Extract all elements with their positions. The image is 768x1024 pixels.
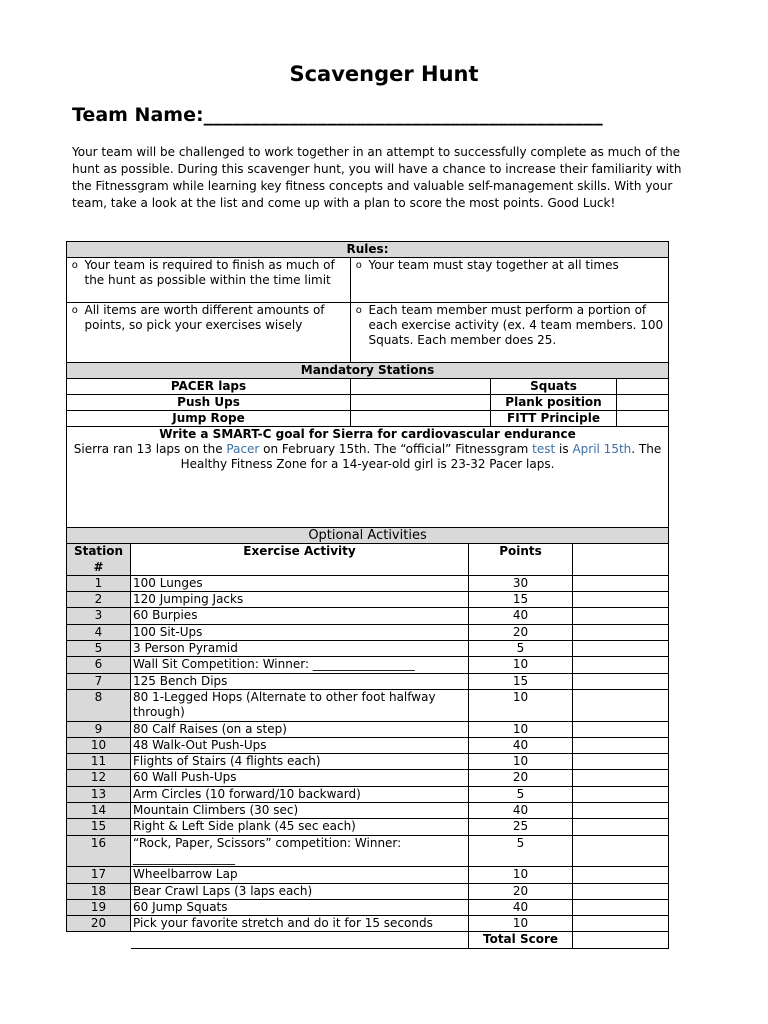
station-number: 8 [67,689,131,721]
score-cell [573,899,669,915]
points-value: 20 [469,770,573,786]
exercise-activity: 60 Jump Squats [131,899,469,915]
exercise-activity: 100 Lunges [131,575,469,591]
points-value: 5 [469,786,573,802]
smart-text: is [555,442,573,456]
table-row [67,673,669,689]
intro-paragraph: Your team will be challenged to work together in an attempt to successfully complete as much of the hunt as possible. During this scavenger hunt, you will have a chance to increase their familiarity with the Fitnessgram while learning key fitness concepts and valuable self-management skills. With your team, take a look at the list and come up with a plan to score the most points. Good Luck! [72,145,682,210]
score-cell [573,673,669,689]
table-row [67,737,669,753]
exercise-activity: Right & Left Side plank (45 sec each) [131,819,469,835]
station-number: 5 [67,641,131,657]
table-row [67,786,669,802]
station-number: 9 [67,721,131,737]
score-cell [573,689,669,721]
score-cell [573,721,669,737]
optional-activities-table [66,527,669,949]
table-row [67,867,669,883]
team-name-label: Team Name: [72,104,204,126]
smart-text: . The Healthy Fitness Zone for a 14-year-old girl is 23-32 Pacer laps. [180,442,662,471]
exercise-activity: 48 Walk-Out Push-Ups [131,737,469,753]
station-plank: Plank position [491,395,617,411]
station-number: 12 [67,770,131,786]
table-row [67,899,669,915]
station-number: 20 [67,916,131,932]
total-spacer [131,932,469,948]
station-number: 1 [67,575,131,591]
bullet-icon: o [351,258,367,303]
mandatory-header: Mandatory Stations [67,363,669,379]
exercise-activity: “Rock, Paper, Scissors” competition: Winner: _________________ [131,835,469,867]
station-number: 16 [67,835,131,867]
exercise-activity: 100 Sit-Ups [131,624,469,640]
total-score-value [573,932,669,948]
points-value: 10 [469,657,573,673]
points-value: 20 [469,624,573,640]
points-value: 5 [469,641,573,657]
rule-4: Each team member must perform a portion of each exercise activity (ex. 4 team members. 100 Squats. Each member does 25. [367,303,669,363]
station-check [617,379,669,395]
station-check [351,411,491,427]
exercise-activity: Wall Sit Competition: Winner: _________________ [131,657,469,673]
score-cell [573,754,669,770]
exercise-activity: Wheelbarrow Lap [131,867,469,883]
score-cell [573,737,669,753]
score-cell [573,641,669,657]
table-row [67,835,669,867]
optional-header: Optional Activities [67,528,669,544]
station-check [351,395,491,411]
score-cell [573,867,669,883]
station-number: 19 [67,899,131,915]
team-name-blank: __________________________________________ [203,104,603,126]
smart-text: on February 15th. The “official” Fitnessgram [259,442,533,456]
table-row [67,721,669,737]
station-number: 10 [67,737,131,753]
station-number: 6 [67,657,131,673]
table-row [67,883,669,899]
points-value: 10 [469,754,573,770]
table-row [67,592,669,608]
station-number: 14 [67,803,131,819]
score-cell [573,916,669,932]
table-row [67,803,669,819]
score-cell [573,657,669,673]
station-number: 3 [67,608,131,624]
station-number: 7 [67,673,131,689]
points-value: 15 [469,673,573,689]
score-cell [573,770,669,786]
exercise-activity: 80 1-Legged Hops (Alternate to other foot halfway through) [131,689,469,721]
station-check [617,395,669,411]
pacer-link[interactable]: Pacer [226,442,260,456]
smart-goal-text [69,442,666,472]
rule-3: All items are worth different amounts of points, so pick your exercises wisely [83,303,351,363]
station-number: 15 [67,819,131,835]
column-station: Station # [67,544,131,576]
bullet-icon: o [67,258,83,303]
total-spacer [67,932,131,948]
station-pushups: Push Ups [67,395,351,411]
points-value: 25 [469,819,573,835]
score-cell [573,608,669,624]
exercise-activity: 120 Jumping Jacks [131,592,469,608]
column-activity: Exercise Activity [131,544,469,576]
exercise-activity: 3 Person Pyramid [131,641,469,657]
table-row [67,575,669,591]
points-value: 10 [469,867,573,883]
station-number: 11 [67,754,131,770]
points-value: 20 [469,883,573,899]
column-score [573,544,669,576]
smart-goal-header: Write a SMART-C goal for Sierra for cardiovascular endurance [159,427,576,441]
table-row [67,916,669,932]
bullet-icon: o [67,303,83,363]
score-cell [573,803,669,819]
total-score-label: Total Score [469,932,573,948]
exercise-activity: 60 Burpies [131,608,469,624]
test-link[interactable]: test [532,442,556,456]
score-cell [573,624,669,640]
table-row [67,770,669,786]
exercise-activity: Bear Crawl Laps (3 laps each) [131,883,469,899]
rule-2: Your team must stay together at all times [367,258,669,303]
station-fitt: FITT Principle [491,411,617,427]
score-cell [573,592,669,608]
points-value: 40 [469,608,573,624]
station-number: 18 [67,883,131,899]
column-points: Points [469,544,573,576]
station-number: 13 [67,786,131,802]
station-jump-rope: Jump Rope [67,411,351,427]
exercise-activity: Flights of Stairs (4 flights each) [131,754,469,770]
station-number: 4 [67,624,131,640]
rules-header: Rules: [67,242,669,258]
table-row [67,657,669,673]
station-number: 2 [67,592,131,608]
exercise-activity: Arm Circles (10 forward/10 backward) [131,786,469,802]
page-title: Scavenger Hunt [289,62,479,86]
points-value: 10 [469,689,573,721]
points-value: 40 [469,803,573,819]
table-row [67,689,669,721]
bullet-icon: o [351,303,367,363]
score-cell [573,786,669,802]
smart-goal-box [67,427,669,529]
points-value: 10 [469,721,573,737]
exercise-activity: Pick your favorite stretch and do it for 15 seconds [131,916,469,932]
rule-1: Your team is required to finish as much of the hunt as possible within the time limit [83,258,351,303]
table-row [67,819,669,835]
rules-table [66,241,669,529]
date-link[interactable]: April 15th [572,442,632,456]
points-value: 30 [469,575,573,591]
score-cell [573,819,669,835]
points-value: 5 [469,835,573,867]
exercise-activity: 125 Bench Dips [131,673,469,689]
station-check [351,379,491,395]
exercise-activity: 80 Calf Raises (on a step) [131,721,469,737]
points-value: 40 [469,737,573,753]
exercise-activity: Mountain Climbers (30 sec) [131,803,469,819]
station-number: 17 [67,867,131,883]
smart-text: Sierra ran 13 laps on the [73,442,227,456]
team-name-field [72,104,603,126]
station-check [617,411,669,427]
table-row [67,754,669,770]
points-value: 40 [469,899,573,915]
points-value: 15 [469,592,573,608]
score-cell [573,835,669,867]
table-row [67,624,669,640]
points-value: 10 [469,916,573,932]
exercise-activity: 60 Wall Push-Ups [131,770,469,786]
station-squats: Squats [491,379,617,395]
score-cell [573,575,669,591]
station-pacer: PACER laps [67,379,351,395]
table-row [67,608,669,624]
score-cell [573,883,669,899]
table-row [67,641,669,657]
